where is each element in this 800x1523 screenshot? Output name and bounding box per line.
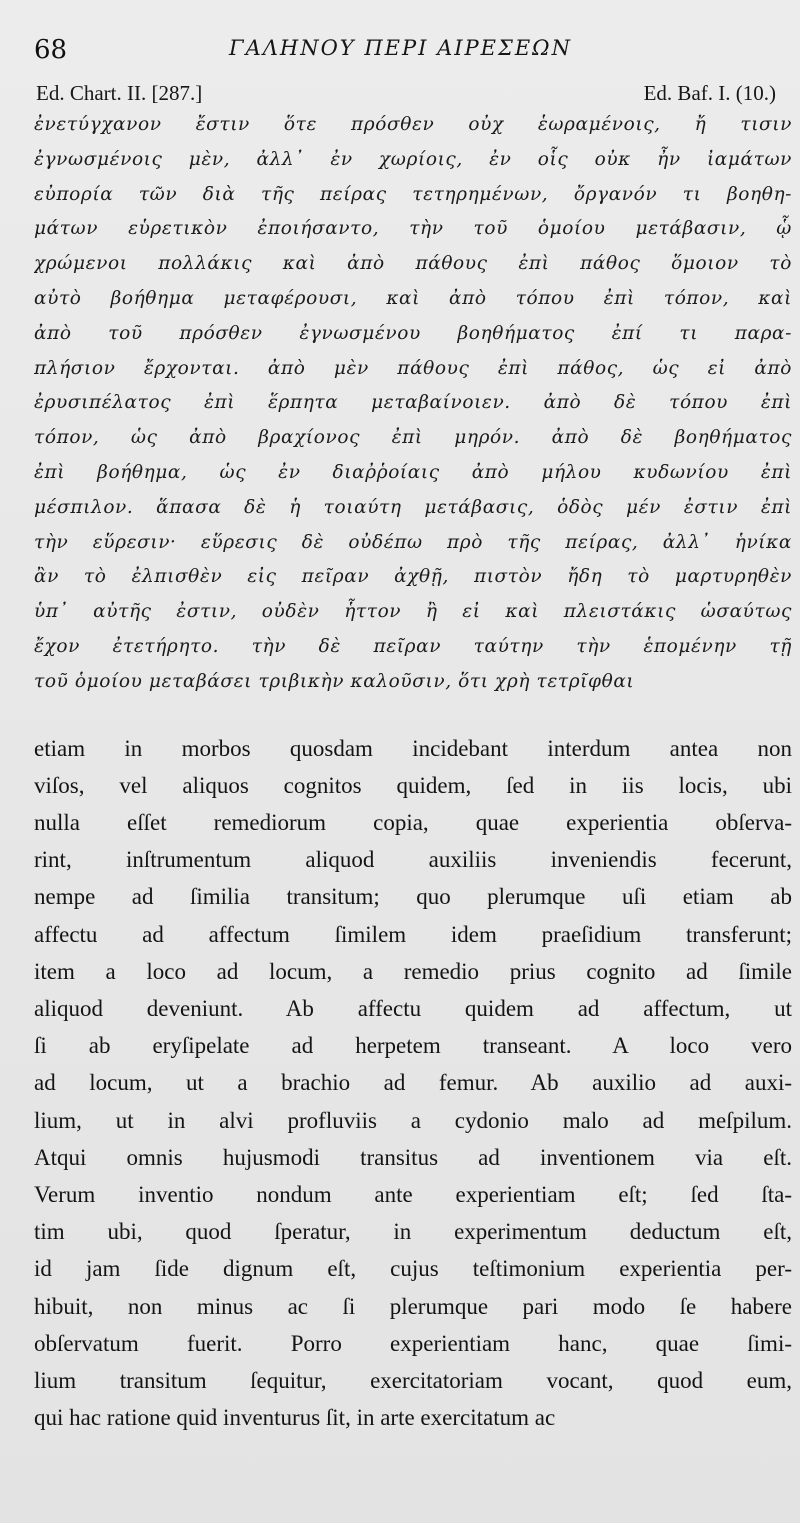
latin-text-line: id jam ſide dignum eſt, cujus teſtimonium experientia per- (34, 1256, 792, 1282)
latin-text-line: ſi ab eryſipelate ad herpetem transeant. A loco vero (34, 1033, 792, 1059)
latin-text-line: Verum inventio nondum ante experientiam eſt; ſed ſta- (34, 1181, 792, 1207)
running-title: ΓΑΛΗΝΟΥ ΠΕΡΙ ΑΙΡΕΣΕΩΝ (229, 36, 572, 60)
edition-reference-chartier: Ed. Chart. II. [287.] (36, 81, 203, 105)
page-number: 68 (34, 35, 68, 65)
latin-text-line: lium transitum ſequitur, exercitatoriam vocant, quod eum, (34, 1368, 792, 1393)
greek-text-line: ἐγνωσμένοις μὲν, ἀλλ᾽ ἐν χωρίοις, ἐν οἷς οὐκ ἦν ἰαμάτων (34, 148, 792, 170)
greek-text-line: ἔχον ἐτετήρητο. τὴν δὲ πεῖραν ταύτην τὴν ἑπομένην τῇ (34, 635, 792, 657)
latin-text-line: qui hac ratione quid inventurus ſit, in arte exercitatum ac (34, 1405, 556, 1431)
greek-text-line: ἂν τὸ ἐλπισθὲν εἰς πεῖραν ἀχθῇ, πιστὸν ἤδη τὸ μαρτυρηθὲν (34, 566, 792, 588)
latin-text-line: item a loco ad locum, a remedio prius cognito ad ſimile (34, 958, 792, 984)
greek-text-line: μέσπιλον. ἅπασα δὲ ἡ τοιαύτη μετάβασις, ὁδὸς μέν ἐστιν ἐπὶ (34, 496, 792, 518)
greek-text-line: ὑπ᾽ αὐτῆς ἐστιν, οὐδὲν ἧττον ἢ εἰ καὶ πλειστάκις ὡσαύτως (34, 601, 792, 623)
greek-text-line: τοῦ ὁμοίου μεταβάσει τριβικὴν καλοῦσιν, ὅτι χρὴ τετρῖφθαι (34, 670, 635, 692)
edition-reference-basel: Ed. Baf. I. (10.) (643, 81, 776, 105)
latin-text-line: etiam in morbos quosdam incidebant interdum antea non (34, 735, 792, 761)
greek-text-line: μάτων εὑρετικὸν ἐποιήσαντο, τὴν τοῦ ὁμοίου μετάβασιν, ᾧ (34, 218, 792, 240)
latin-text-line: Atqui omnis hujusmodi transitus ad inventionem via eſt. (34, 1144, 792, 1170)
latin-text-line: ad locum, ut a brachio ad femur. Ab auxilio ad auxi- (34, 1070, 792, 1096)
greek-text-line: χρώμενοι πολλάκις καὶ ἀπὸ πάθους ἐπὶ πάθος ὅμοιον τὸ (34, 253, 792, 275)
latin-text-line: aliquod deveniunt. Ab affectu quidem ad affectum, ut (34, 995, 792, 1021)
latin-text-line: obſervatum fuerit. Porro experientiam hanc, quae ſimi- (34, 1330, 792, 1356)
latin-text-line: hibuit, non minus ac ſi plerumque pari modo ſe habere (34, 1293, 792, 1319)
greek-text-line: ἀπὸ τοῦ πρόσθεν ἐγνωσμένου βοηθήματος ἐπί τι παρα- (34, 322, 792, 344)
greek-text-line: ἐπὶ βοήθημα, ὡς ἐν διαῤῥοίαις ἀπὸ μήλου κυδωνίου ἐπὶ (34, 461, 792, 483)
greek-text-line: ἐνετύγχανον ἔστιν ὅτε πρόσθεν οὐχ ἑωραμένοις, ἤ τισιν (34, 114, 792, 135)
greek-text-line: τόπον, ὡς ἀπὸ βραχίονος ἐπὶ μηρόν. ἀπὸ δὲ βοηθήματος (34, 427, 792, 449)
latin-text-line: nulla eſſet remediorum copia, quae experientia obſerva- (34, 809, 792, 835)
latin-text-line: nempe ad ſimilia transitum; quo plerumque uſi etiam ab (34, 884, 792, 910)
page-header (34, 34, 778, 64)
latin-text-line: viſos, vel aliquos cognitos quidem, ſed in iis locis, ubi (34, 772, 792, 798)
latin-text-line: affectu ad affectum ſimilem idem praeſidium transferunt; (34, 921, 792, 947)
greek-text-block (34, 108, 792, 700)
greek-text-line: τὴν εὕρεσιν· εὕρεσις δὲ οὐδέπω πρὸ τῆς πείρας, ἀλλ᾽ ἡνίκα (34, 531, 792, 553)
edition-reference-line (34, 78, 778, 108)
greek-text-line: ἐρυσιπέλατος ἐπὶ ἕρπητα μεταβαίνοιεν. ἀπὸ δὲ τόπου ἐπὶ (34, 392, 792, 414)
latin-translation-block (34, 730, 792, 1437)
greek-text-line: εὐπορία τῶν διὰ τῆς πείρας τετηρημένων, ὄργανόν τι βοηθη- (34, 183, 792, 205)
latin-text-line: tim ubi, quod ſperatur, in experimentum deductum eſt, (34, 1219, 792, 1245)
latin-text-line: lium, ut in alvi profluviis a cydonio malo ad meſpilum. (34, 1107, 792, 1133)
latin-text-line: rint, inſtrumentum aliquod auxiliis inveniendis fecerunt, (34, 847, 792, 873)
greek-text-line: αὐτὸ βοήθημα μεταφέρουσι, καὶ ἀπὸ τόπου ἐπὶ τόπον, καὶ (34, 287, 792, 309)
greek-text-line: πλήσιον ἔρχονται. ἀπὸ μὲν πάθους ἐπὶ πάθος, ὡς εἰ ἀπὸ (34, 357, 792, 379)
